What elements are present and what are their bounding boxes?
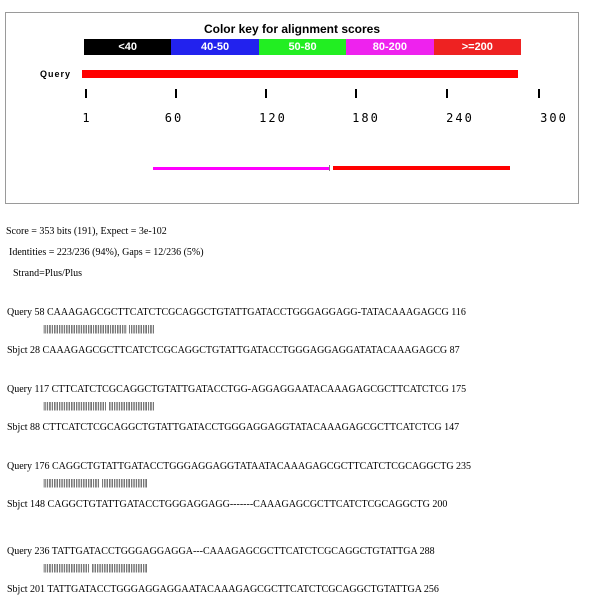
axis-tick-240 <box>446 89 448 98</box>
hit-segment-magenta[interactable] <box>153 167 329 170</box>
alignment-match-line: ||||||||||||||||||||||||||||||||||||||||||||||||| ||||||||||||||| <box>43 323 155 335</box>
alignment-query-line: Query 176 CAGGCTGTATTGATACCTGGGAGGAGGTATAATACAAAGAGCGCTTCATCTCGCAGGCTG 235 <box>7 461 472 472</box>
alignment-sbjct-line: Sbjct 88 CTTCATCTCGCAGGCTGTATTGATACCTGGGAGGAGGTATACAAAGAGCGCTTCATCTCG 147 <box>7 422 460 433</box>
axis-tick-label-300: 300 <box>540 111 568 125</box>
axis-tick-label-120: 120 <box>259 111 287 125</box>
key-segment-40-50: 40-50 <box>171 39 258 55</box>
hit-segment-gap <box>329 165 330 171</box>
alignment-sbjct-line: Sbjct 148 CAGGCTGTATTGATACCTGGGAGGAGG-------CAAAGAGCGCTTCATCTCGCAGGCTG 200 <box>7 499 448 510</box>
key-segment-50-80: 50-80 <box>259 39 346 55</box>
alignment-match-line: ||||||||||||||||||||||||||||||||||||| ||||||||||||||||||||||||||| <box>43 400 155 412</box>
alignment-query-line: Query 58 CAAAGAGCGCTTCATCTCGCAGGCTGTATTGATACCTGGGAGGAGG-TATACAAAGAGCG 116 <box>7 307 466 318</box>
axis-tick-300 <box>538 89 540 98</box>
key-segment-gte200: >=200 <box>434 39 521 55</box>
axis-tick-60 <box>175 89 177 98</box>
alignment-graphic-panel <box>5 12 579 204</box>
alignment-query-line: Query 117 CTTCATCTCGCAGGCTGTATTGATACCTGG-AGGAGGAATACAAAGAGCGCTTCATCTCG 175 <box>7 384 467 395</box>
axis-tick-label-60: 60 <box>164 111 184 125</box>
alignment-sbjct-line: Sbjct 28 CAAAGAGCGCTTCATCTCGCAGGCTGTATTGATACCTGGGAGGAGGATATACAAAGAGCG 87 <box>7 345 460 356</box>
axis-tick-180 <box>355 89 357 98</box>
color-key-title: Color key for alignment scores <box>203 22 381 36</box>
alignment-match-line: ||||||||||||||||||||||||||| ||||||||||||||||||||||||||||||||| <box>43 562 148 574</box>
key-segment-lt40: <40 <box>84 39 171 55</box>
alignment-sbjct-line: Sbjct 201 TATTGATACCTGGGAGGAGGAATACAAAGAGCGCTTCATCTCGCAGGCTGTATTGA 256 <box>7 584 439 595</box>
alignment-match-line: ||||||||||||||||||||||||||||||||| ||||||||||||||||||||||||||| <box>43 477 148 489</box>
axis-tick-label-180: 180 <box>352 111 380 125</box>
axis-tick-label-1: 1 <box>82 111 92 125</box>
score-line: Score = 353 bits (191), Expect = 3e-102 <box>6 226 167 237</box>
hit-segment-red[interactable] <box>333 166 510 170</box>
axis-tick-label-240: 240 <box>446 111 474 125</box>
color-key-bar <box>84 39 521 55</box>
alignment-query-line: Query 236 TATTGATACCTGGGAGGAGGA---CAAAGAGCGCTTCATCTCGCAGGCTGTATTGA 288 <box>7 546 435 557</box>
strand-line: Strand=Plus/Plus <box>13 268 82 279</box>
query-bar <box>82 70 518 78</box>
identities-line: Identities = 223/236 (94%), Gaps = 12/236 (5%) <box>9 247 204 258</box>
axis-tick-1 <box>85 89 87 98</box>
key-segment-80-200: 80-200 <box>346 39 433 55</box>
query-label: Query <box>40 69 72 79</box>
axis-tick-120 <box>265 89 267 98</box>
